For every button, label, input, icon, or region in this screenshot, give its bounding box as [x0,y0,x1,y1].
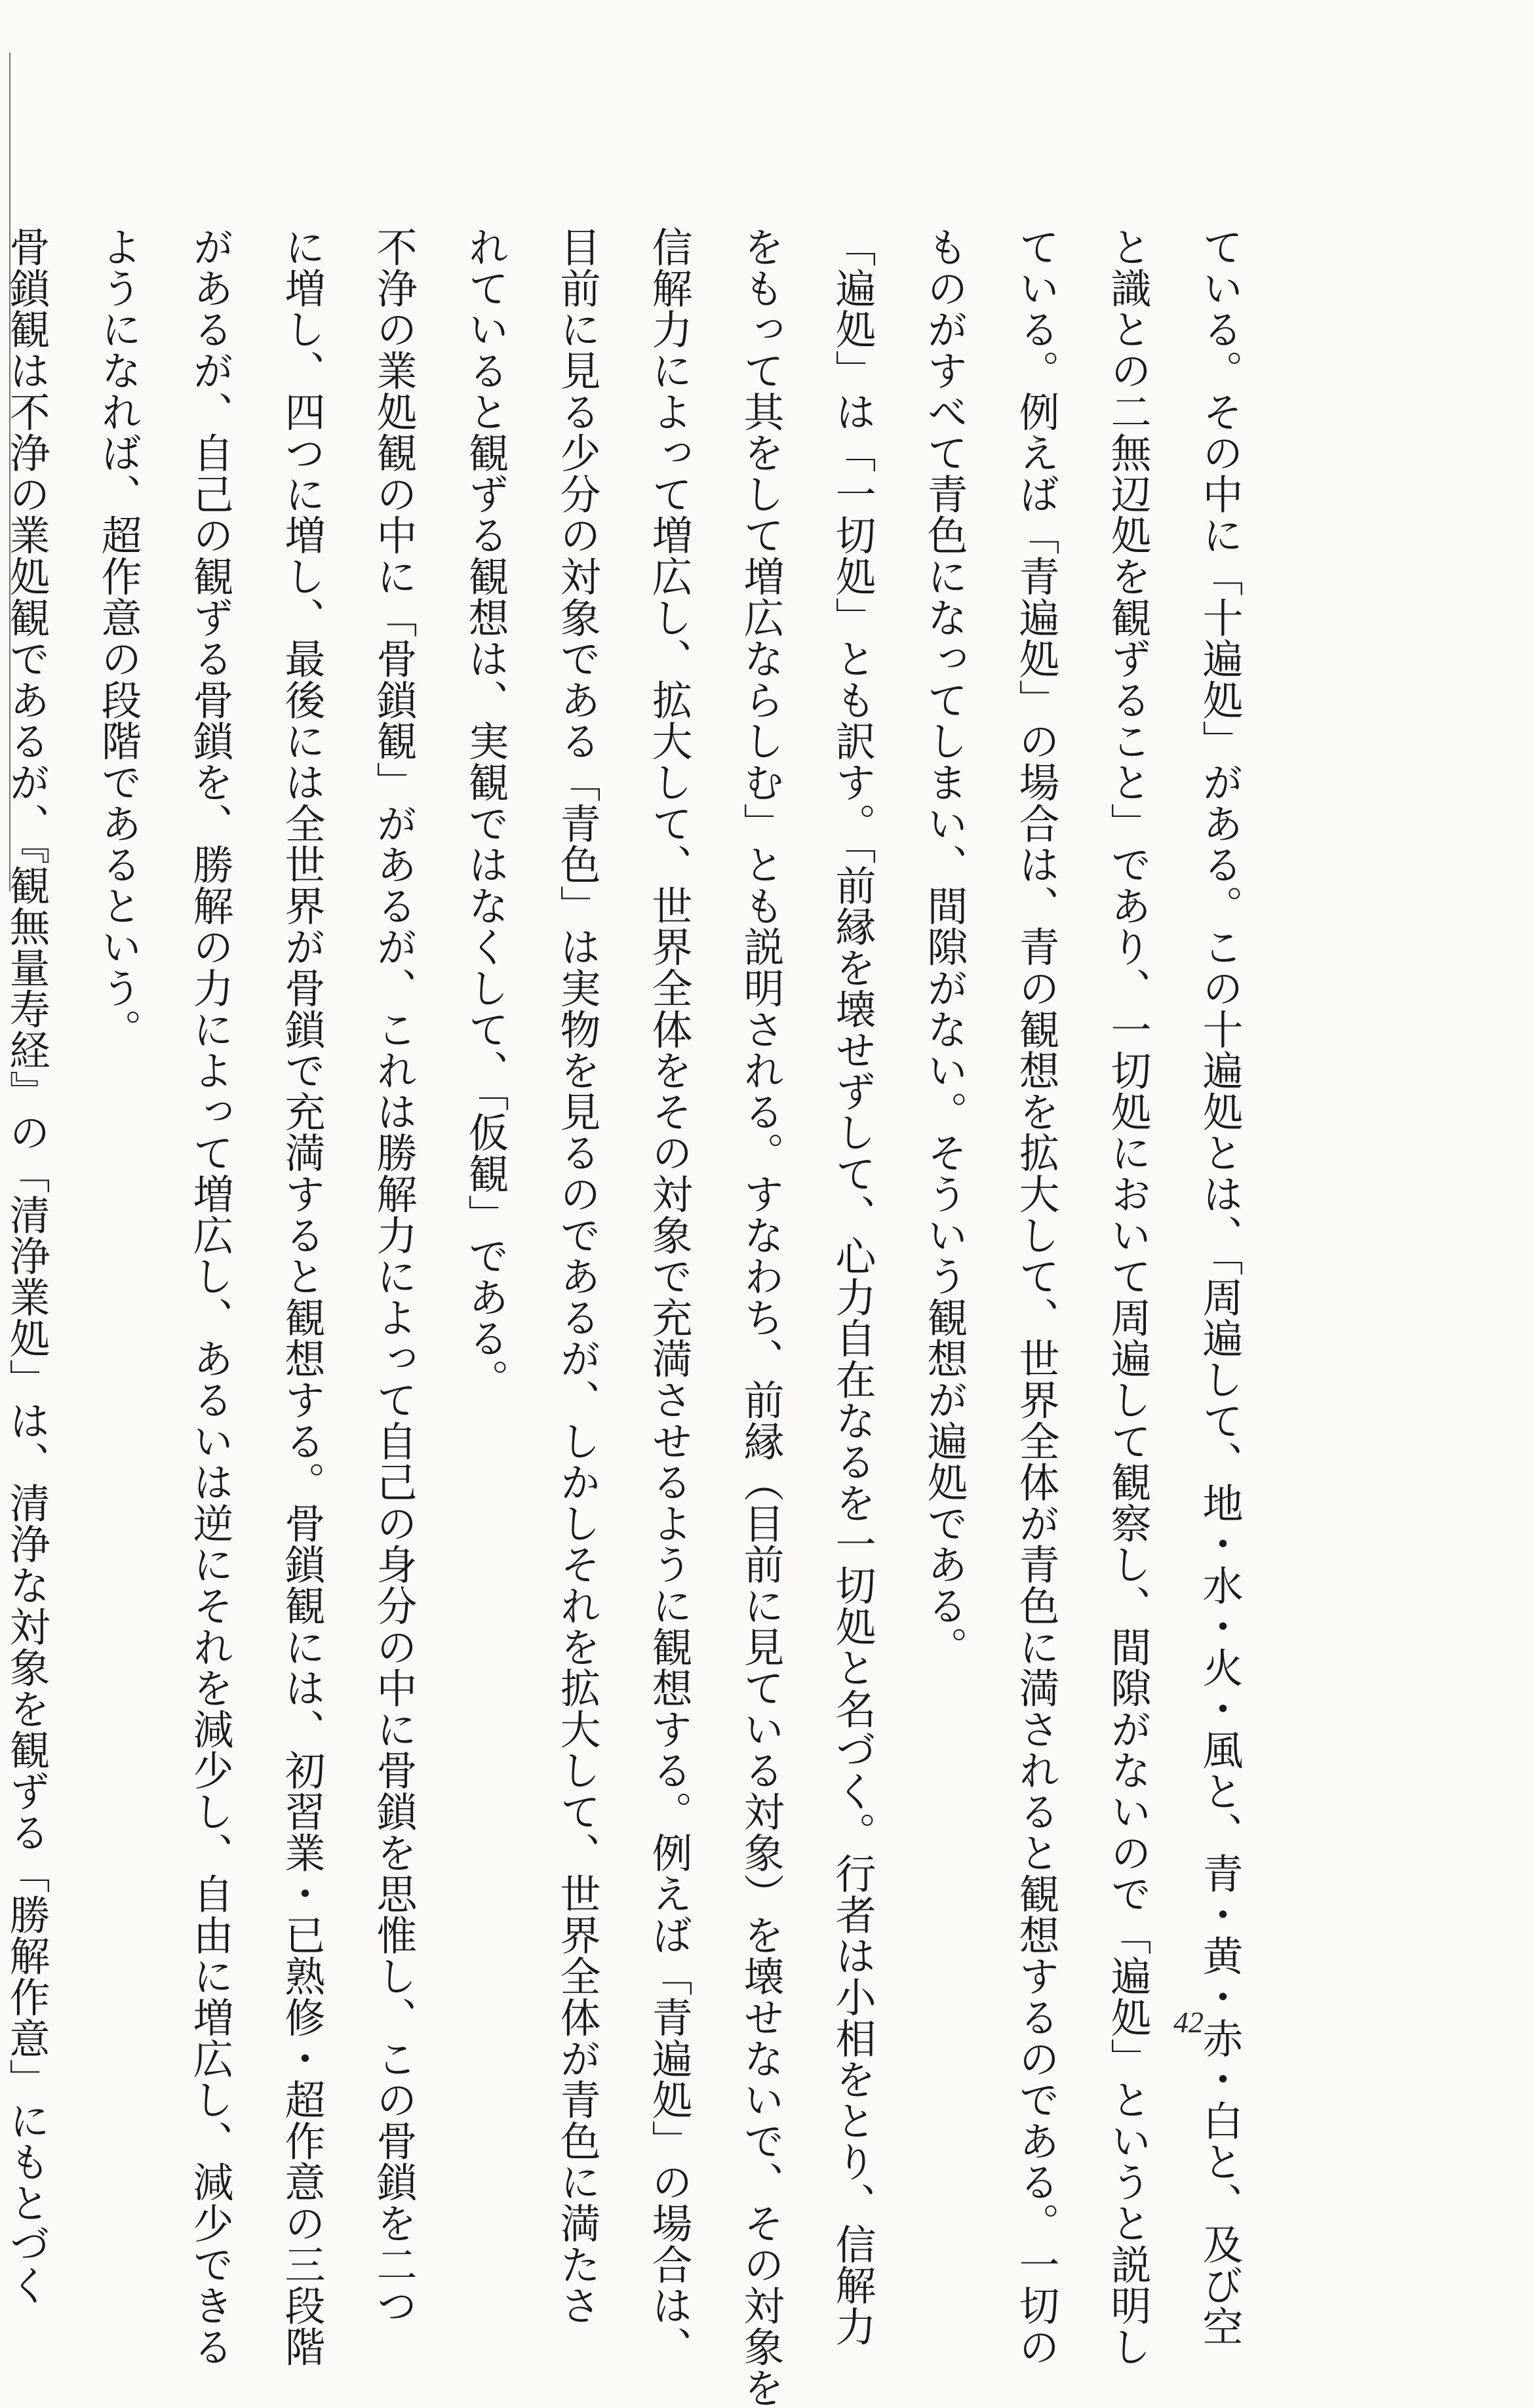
text-line: ようになれば、超作意の段階であるという。 [94,226,142,1050]
text-line: ている。例えば「青遍処」の場合は、青の観想を拡大して、世界全体が青色に満されると観想するのである。一切の [1012,226,1060,2367]
text-line: 信解力によって増広し、拡大して、世界全体をその対象で充満させるように観想する。例えば「青遍処」の場合は、 [645,226,693,2367]
text-line: ている。その中に「十遍処」がある。この十遍処とは、「周遍して、地・水・火・風と、青・黄・赤・白と、及び空 [1196,226,1244,2347]
text-line: をもって其をして増広ならしむ」とも説明される。すなわち、前縁（目前に見ている対象）を壊せないで、その対象を [737,226,785,2408]
text-line: と識との二無辺処を観ずること」であり、一切処において周遍して観察し、間隙がないので「遍処」というと説明し [1104,226,1152,2367]
text-line: 骨鎖観は不浄の業処観であるが、『観無量寿経』の「清浄業処」は、清浄な対象を観ずる「勝解作意」にもとづく [3,226,50,2306]
text-line: があるが、自己の観ずる骨鎖を、勝解の力によって増広し、あるいは逆にそれを減少し、自由に増広し、減少できる [186,226,234,2367]
text-line: ものがすべて青色になってしまい、間隙がない。そういう観想が遍処である。 [920,226,968,1667]
text-line: 不浄の業処観の中に「骨鎖観」があるが、これは勝解力によって自己の身分の中に骨鎖を思惟し、この骨鎖を二つ [370,226,418,2326]
text-line: 「遍処」は「一切処」とも訳す。「前縁を壊せずして、心力自在なるを一切処と名づく。行者は小相をとり、信解力 [829,226,876,2347]
text-line: 目前に見る少分の対象である「青色」は実物を見るのであるが、しかしそれを拡大して、世界全体が青色に満たさ [553,226,601,2326]
text-line: に増し、四つに増し、最後には全世界が骨鎖で充満すると観想する。骨鎖観には、初習業・已熟修・超作意の三段階 [278,226,326,2367]
page-number: 42 [1173,2005,1204,2039]
text-line: れていると観ずる観想は、実観ではなくして、「仮観」である。 [462,226,509,1400]
